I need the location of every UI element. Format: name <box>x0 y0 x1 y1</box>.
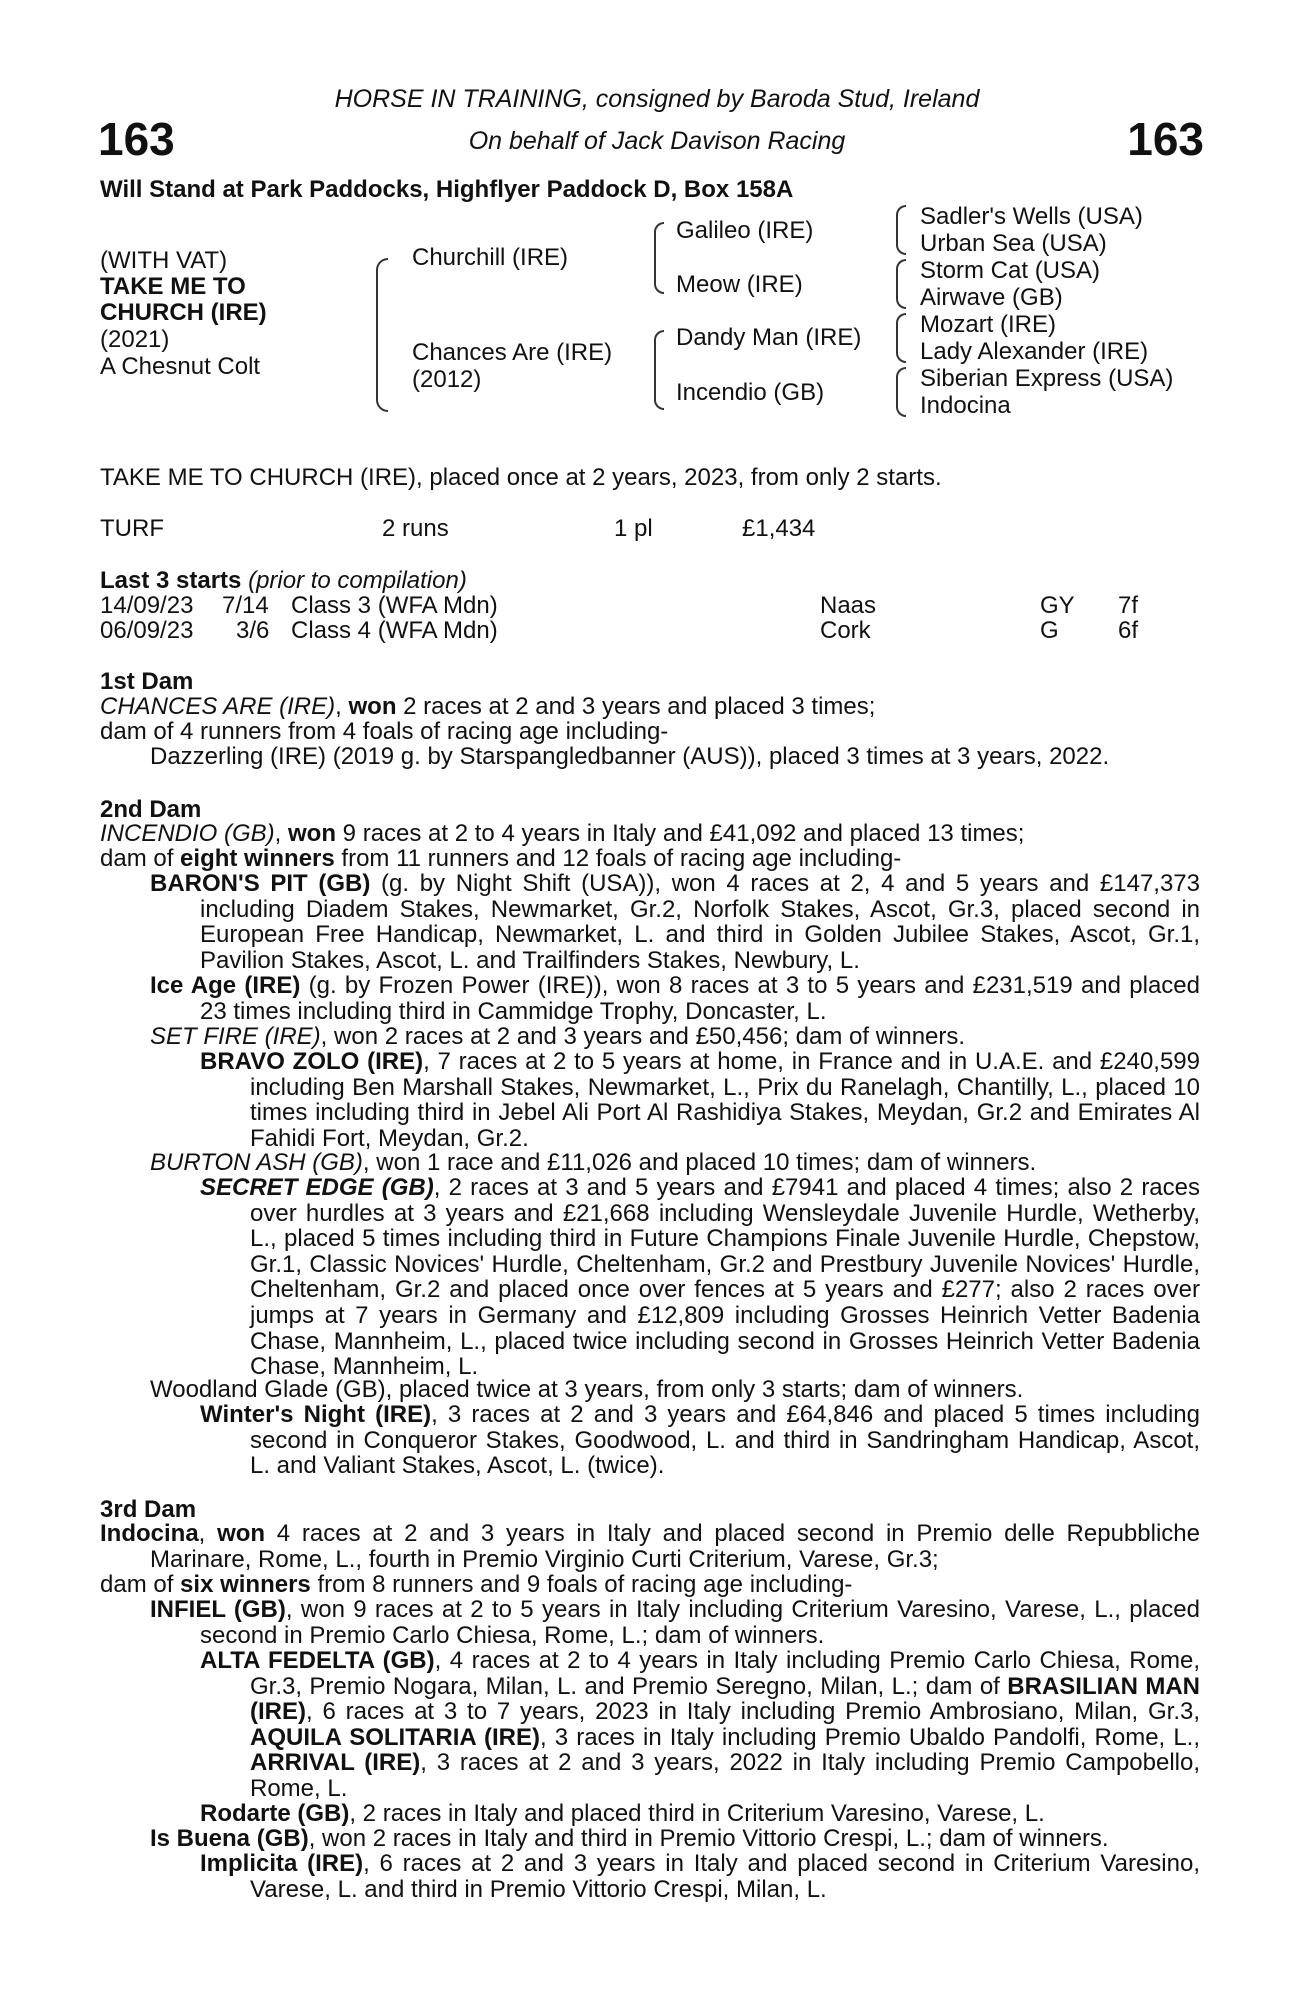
record-earnings: £1,434 <box>742 515 816 542</box>
produce-burton-ash: BURTON ASH (GB), won 1 race and £11,026 and placed 10 times; dam of winners. <box>150 1149 1037 1176</box>
produce-bravo-zolo: BRAVO ZOLO (IRE), 7 races at 2 to 5 years at home, in France and in U.A.E. and £240,599 including Ben Marshall Stakes, Newmarket, L., Prix du Ranelagh, Chantilly, L., placed 10 times including third in Jebel Ali Port Al Rashidiya Stakes, Meydan, Gr.2 and Emirates Al Fahidi Fort, Meydan, Gr.2. <box>200 1048 1201 1152</box>
dam1-produce: Dazzerling (IRE) (2019 g. by Starspangledbanner (AUS)), placed 3 times at 3 years, 2022. <box>150 743 1110 770</box>
pedigree-dam-year: (2012) <box>412 366 482 393</box>
brace-ds <box>896 313 906 363</box>
brace-gen1 <box>376 258 388 412</box>
start-race: Class 4 (WFA Mdn) <box>291 617 498 644</box>
start-course: Cork <box>820 617 871 644</box>
start-distance: 7f <box>1118 592 1139 619</box>
pedigree-sss: Sadler's Wells (USA) <box>920 203 1143 230</box>
start-position: 3/6 <box>236 617 270 644</box>
horse-name-line2: CHURCH (IRE) <box>100 299 267 326</box>
start-date: 14/09/23 <box>100 592 194 619</box>
horse-description: A Chesnut Colt <box>100 353 261 380</box>
dam1-line2: dam of 4 runners from 4 foals of racing age including- <box>100 718 669 745</box>
brace-dd <box>896 367 906 417</box>
pedigree-dsd: Lady Alexander (IRE) <box>920 338 1149 365</box>
start-position: 7/14 <box>222 592 269 619</box>
produce-alta-fedelta: ALTA FEDELTA (GB), 4 races at 2 to 4 years in Italy including Premio Carlo Chiesa, Rome, Gr.3, Premio Nogara, Milan, L. and Premio Seregno, Milan, L.; dam of BRASILIAN MAN (IRE), 6 races at 3 to 7 years, 2023 in Italy including Premio Ambrosiano, Milan, Gr.3, AQUILA SOLITARIA (IRE), 3 races in Italy including Premio Ubaldo Pandolfi, Rome, L., ARRIVAL (IRE), 3 races at 2 and 3 years, 2022 in Italy including Premio Campobello, Rome, L. <box>200 1647 1201 1802</box>
brace-dam <box>654 330 664 410</box>
pedigree-sire: Churchill (IRE) <box>412 244 569 271</box>
produce-set-fire: SET FIRE (IRE), won 2 races at 2 and 3 years and £50,456; dam of winners. <box>150 1023 966 1050</box>
produce-woodland-glade: Woodland Glade (GB), placed twice at 3 years, from only 3 starts; dam of winners. <box>150 1376 1024 1403</box>
pedigree-ssd: Urban Sea (USA) <box>920 230 1107 257</box>
start-distance: 6f <box>1118 617 1139 644</box>
start-date: 06/09/23 <box>100 617 194 644</box>
pedigree-dds: Siberian Express (USA) <box>920 365 1174 392</box>
dam2-line2: dam of eight winners from 11 runners and 12 foals of racing age including- <box>100 845 902 872</box>
pedigree-dam-dam: Incendio (GB) <box>676 379 825 406</box>
dam3-heading: 3rd Dam <box>100 1496 197 1523</box>
produce-implicita: Implicita (IRE), 6 races at 2 and 3 years in Italy and placed second in Criterium Varesino, Varese, L. and third in Premio Vittorio Crespi, Milan, L. <box>200 1850 1200 1903</box>
brace-sd <box>896 259 906 309</box>
pedigree-sire-dam: Meow (IRE) <box>676 271 803 298</box>
pedigree-dam: Chances Are (IRE) <box>412 339 613 366</box>
dam1-line1: CHANCES ARE (IRE), won 2 races at 2 and 3 years and placed 3 times; <box>100 693 876 720</box>
pedigree-sdd: Airwave (GB) <box>920 284 1063 311</box>
consignor-line: HORSE IN TRAINING, consigned by Baroda Stud, Ireland <box>334 85 980 113</box>
produce-secret-edge: SECRET EDGE (GB), 2 races at 3 and 5 years and £7941 and placed 4 times; also 2 races over hurdles at 3 years and £21,668 including Wensleydale Juvenile Hurdle, Wetherby, L., placed 5 times including third in Future Champions Finale Juvenile Hurdle, Chepstow, Gr.1, Classic Novices' Hurdle, Cheltenham, Gr.2 and Prestbury Juvenile Novices' Hurdle, Cheltenham, Gr.2 and placed once over fences at 5 years and £277; also 2 races over jumps at 7 years in Germany and £12,809 including Grosses Heinrich Vetter Badenia Chase, Mannheim, L., placed twice including second in Grosses Heinrich Vetter Badenia Chase, Mannheim, L. <box>200 1174 1201 1381</box>
stand-location: Will Stand at Park Paddocks, Highflyer Paddock D, Box 158A <box>100 176 794 203</box>
pedigree-ddd: Indocina <box>920 392 1011 419</box>
pedigree-dss: Mozart (IRE) <box>920 311 1057 338</box>
start-going: GY <box>1040 592 1075 619</box>
brace-sire <box>654 222 664 294</box>
pedigree-sds: Storm Cat (USA) <box>920 257 1101 284</box>
start-going: G <box>1040 617 1059 644</box>
dam2-line1: INCENDIO (GB), won 9 races at 2 to 4 years in Italy and £41,092 and placed 13 times; <box>100 820 1025 847</box>
pedigree-dam-sire: Dandy Man (IRE) <box>676 324 862 351</box>
behalf-line: On behalf of Jack Davison Racing <box>468 127 846 155</box>
brace-ss <box>896 205 906 255</box>
produce-winters-night: Winter's Night (IRE), 3 races at 2 and 3 years and £64,846 and placed 5 times including second in Conqueror Stakes, Goodwood, L. and third in Sandringham Handicap, Ascot, L. and Valiant Stakes, Ascot, L. (twice). <box>200 1401 1200 1480</box>
start-course: Naas <box>820 592 877 619</box>
horse-name-line1: TAKE ME TO <box>100 273 246 300</box>
last-starts-note: (prior to compilation) <box>248 567 467 594</box>
horse-year: (2021) <box>100 326 170 353</box>
summary-line: TAKE ME TO CHURCH (IRE), placed once at 2 years, 2023, from only 2 starts. <box>100 464 942 491</box>
dam3-line1: Indocina, won 4 races at 2 and 3 years in Italy and placed second in Premio delle Repubbliche Marinare, Rome, L., fourth in Premio Virginio Curti Criterium, Varese, Gr.3; <box>100 1520 1200 1573</box>
start-race: Class 3 (WFA Mdn) <box>291 592 498 619</box>
produce-is-buena: Is Buena (GB), won 2 races in Italy and third in Premio Vittorio Crespi, L.; dam of winners. <box>150 1825 1109 1852</box>
pedigree-sire-sire: Galileo (IRE) <box>676 217 814 244</box>
record-surface: TURF <box>100 515 164 542</box>
record-runs: 2 runs <box>382 515 449 542</box>
lot-number-right: 163 <box>1127 113 1204 165</box>
last-starts-title: Last 3 starts <box>100 567 242 594</box>
dam1-heading: 1st Dam <box>100 668 194 695</box>
dam3-line2: dam of six winners from 8 runners and 9 foals of racing age including- <box>100 1571 853 1598</box>
lot-number-left: 163 <box>98 113 175 165</box>
record-placings: 1 pl <box>614 515 653 542</box>
produce-rodarte: Rodarte (GB), 2 races in Italy and placed third in Criterium Varesino, Varese, L. <box>200 1800 1045 1827</box>
produce-infiel: INFIEL (GB), won 9 races at 2 to 5 years in Italy including Criterium Varesino, Varese, L., placed second in Premio Carlo Chiesa, Rome, L.; dam of winners. <box>150 1596 1201 1649</box>
vat-note: (WITH VAT) <box>100 247 228 274</box>
produce-ice-age: Ice Age (IRE) (g. by Frozen Power (IRE)), won 8 races at 3 to 5 years and £231,519 and placed 23 times including third in Cammidge Trophy, Doncaster, L. <box>150 972 1200 1025</box>
dam2-heading: 2nd Dam <box>100 796 202 823</box>
last-starts-heading <box>100 568 467 594</box>
produce-barons-pit: BARON'S PIT (GB) (g. by Night Shift (USA)), won 4 races at 2, 4 and 5 years and £147,373 including Diadem Stakes, Newmarket, Gr.2, Norfolk Stakes, Ascot, Gr.3, placed second in European Free Handicap, Newmarket, L. and third in Golden Jubilee Stakes, Ascot, Gr.1, Pavilion Stakes, Ascot, L. and Trailfinders Stakes, Newbury, L. <box>150 870 1200 974</box>
